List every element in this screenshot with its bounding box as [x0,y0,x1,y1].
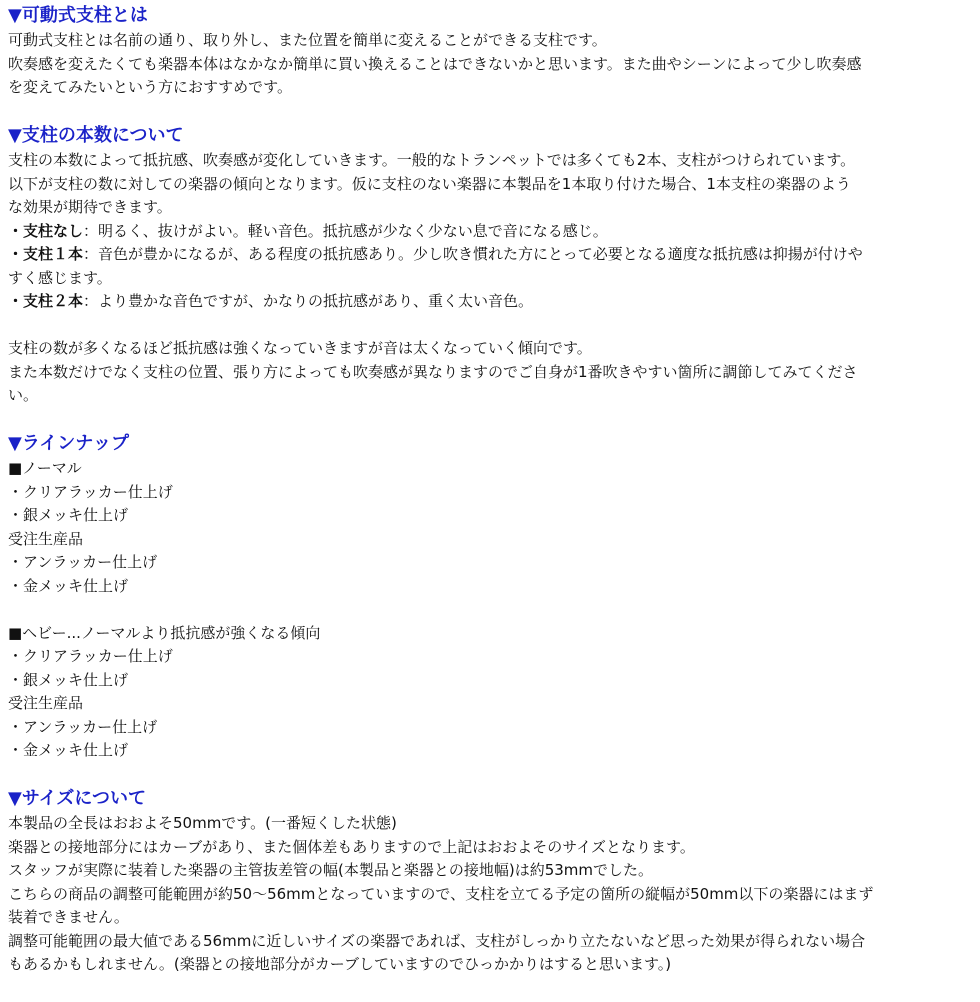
heading-size: ▼サイズについて [8,788,147,809]
item-label: ・支柱なし [8,221,84,240]
paragraph-line: 装着できません。 [8,908,129,926]
heading-movable-struts: ▼可動式支柱とは [8,5,148,26]
lineup-item: ・アンラッカー仕上げ [8,553,158,571]
paragraph-line: もあるかもしれません。(楽器との接地部分がカーブしていますのでひっかかりはすると思います。) [8,955,672,973]
item-label: ・支柱１本 [8,245,84,263]
spacer [8,408,972,432]
item-text: ：より豊かな音色ですが、かなりの抵抗感があり、重く太い音色。 [83,292,534,310]
section-size [8,786,972,977]
item-text: ：明るく、抜けがよい。軽い音色。抵抗感が少なく少ない息で音になる感じ。 [83,221,608,240]
lineup-made-to-order: 受注生産品 [8,529,84,548]
paragraph-line: 吹奏感を変えたくても楽器本体はなかなか簡単に買い換えることはできないかと思います。また曲やシーンによって少し吹奏感 [8,54,862,73]
lineup-item: ・アンラッカー仕上げ [8,717,158,736]
paragraph-line: 支柱の数が多くなるほど抵抗感は強くなっていきますが音は太くなっていく傾向です。 [8,339,592,357]
paragraph-line: 調整可能範囲の最大値である56mmに近しいサイズの楽器であれば、支柱がしっかり立たないなど思った効果が得られない場合 [8,931,866,950]
section-lineup [8,431,972,763]
paragraph-line: 以下が支柱の数に対しての楽器の傾向となります。仮に支柱のない楽器に本製品を1本取り付けた場合、1本支柱の楽器のよう [8,174,851,193]
list-item-one-strut [8,243,972,267]
lineup-normal-title: ■ノーマル [8,459,82,477]
spacer [8,598,972,622]
lineup-item: ・クリアラッカー仕上げ [8,647,173,665]
section-movable-struts [8,3,972,100]
lineup-item: ・クリアラッカー仕上げ [8,482,173,501]
item-text: ：音色が豊かになるが、ある程度の抵抗感あり。少し吹き慣れた方にとって必要となる適度な抵抗感は抑揚が付けや [83,245,863,263]
paragraph-line: な効果が期待できます。 [8,198,172,216]
lineup-item: ・銀メッキ仕上げ [8,670,129,689]
lineup-item: ・銀メッキ仕上げ [8,506,129,524]
section-strut-count [8,123,972,408]
paragraph-line: また本数だけでなく支柱の位置、張り方によっても吹奏感が異なりますのでご自身が1番吹きやすい箇所に調節してみてくださ [8,362,858,381]
paragraph-line: 可動式支柱とは名前の通り、取り外し、また位置を簡単に変えることができる支柱です。 [8,31,607,49]
lineup-made-to-order: 受注生産品 [8,694,84,712]
spacer [8,763,972,787]
list-item-no-strut [8,220,972,244]
spacer [8,100,972,124]
paragraph-line: を変えてみたいという方におすすめです。 [8,78,292,96]
heading-strut-count: ▼支柱の本数について [8,125,184,146]
list-item-two-struts [8,290,972,314]
paragraph-line: い。 [8,386,39,404]
paragraph-line: スタッフが実際に装着した楽器の主管抜差管の幅(本製品と楽器との接地幅)は約53mmでした。 [8,861,654,879]
item-label: ・支柱２本 [8,292,84,310]
paragraph-line: こちらの商品の調整可能範囲が約50～56mmとなっていますので、支柱を立てる予定の箇所の縦幅が50mm以下の楽器にはまず [8,884,874,903]
heading-lineup: ▼ラインナップ [8,433,129,454]
paragraph-line: 楽器との接地部分にはカーブがあり、また個体差もありますので上記はおおよそのサイズとなります。 [8,837,695,856]
lineup-item: ・金メッキ仕上げ [8,741,129,759]
paragraph-line: 支柱の本数によって抵抗感、吹奏感が変化していきます。一般的なトランペットでは多くても2本、支柱がつけられています。 [8,151,856,169]
lineup-item: ・金メッキ仕上げ [8,576,129,595]
paragraph-line: 本製品の全長はおおよそ50mmです。(一番短くした状態) [8,814,397,832]
list-item-one-strut-cont: すく感じます。 [8,268,112,287]
spacer [8,314,972,338]
lineup-heavy-title: ■ヘビー...ノーマルより抵抗感が強くなる傾向 [8,623,321,642]
